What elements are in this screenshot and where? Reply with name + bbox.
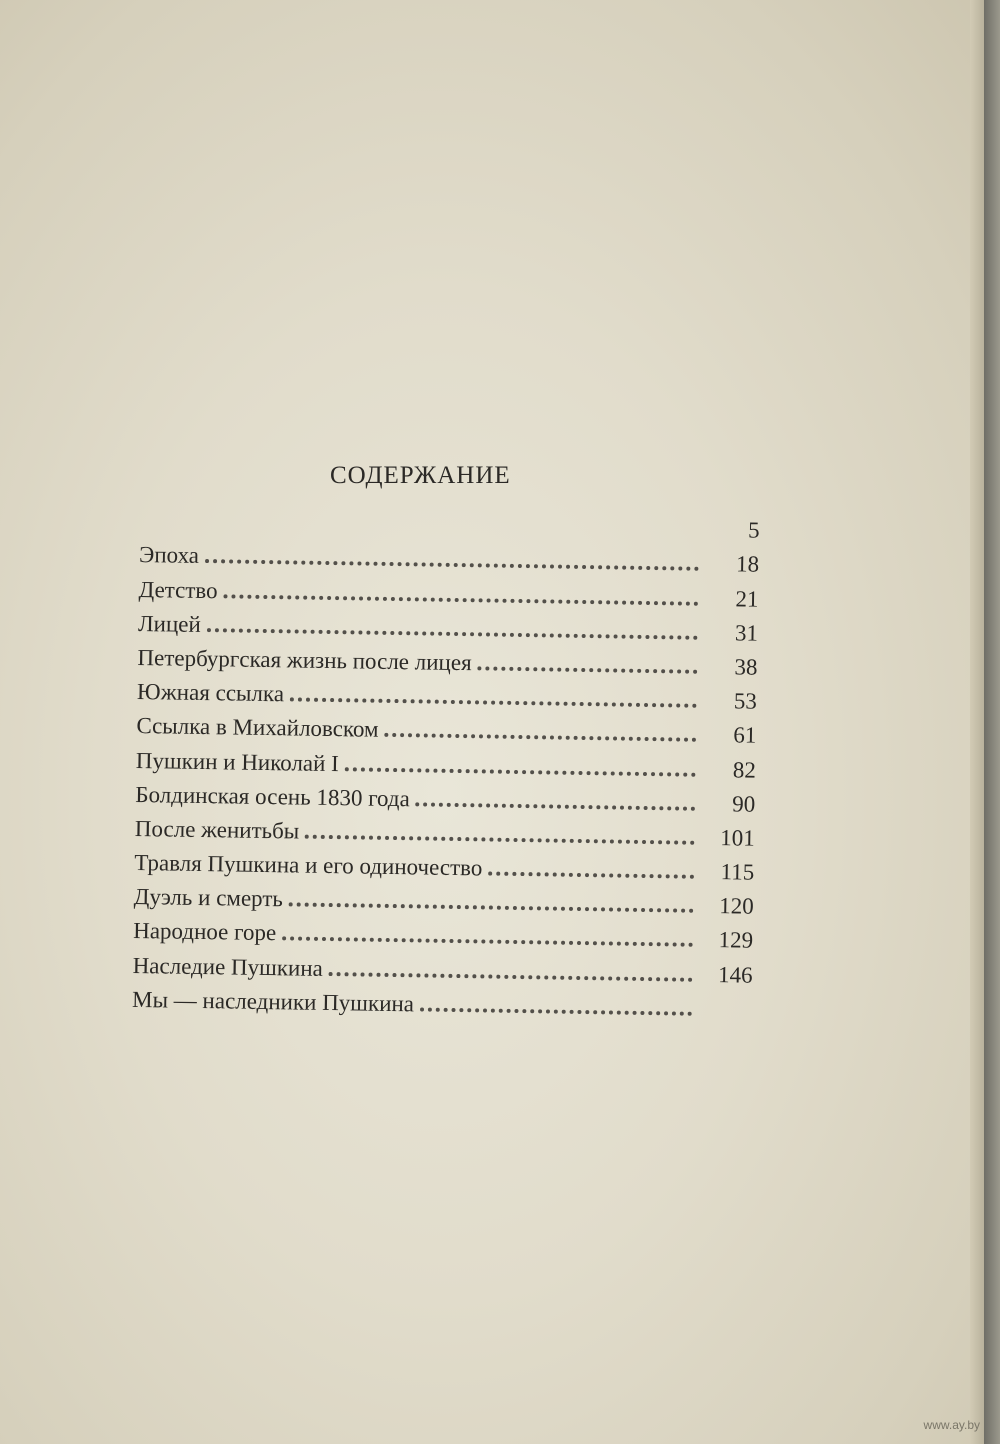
toc-entry-page: 53 <box>733 688 758 714</box>
toc-entry-title: Пушкин и Николай I <box>135 747 340 776</box>
toc-entry-page: 18 <box>735 551 760 578</box>
toc-dot-leader <box>207 627 698 640</box>
background-surface <box>984 0 1000 1444</box>
toc-dot-leader <box>282 936 693 947</box>
toc-dot-leader <box>345 766 696 777</box>
toc-entry-title: Эпоха <box>138 542 200 569</box>
toc-entry-page: 146 <box>717 961 753 988</box>
toc-dot-leader <box>478 665 698 673</box>
toc-entry-title: Травля Пушкина и его одиночество <box>134 850 483 881</box>
toc-entry-page <box>692 1022 752 1023</box>
toc-entry-page: 101 <box>720 825 755 851</box>
toc-entry-page: 31 <box>734 620 759 646</box>
toc-entry-page: 38 <box>734 654 758 680</box>
toc-dot-leader <box>488 871 694 879</box>
toc-dot-leader <box>416 801 696 810</box>
toc-dot-leader <box>305 834 695 845</box>
toc-entry-title: После женитьбы <box>134 815 300 844</box>
toc-entry-page: 82 <box>732 756 757 783</box>
toc-dot-leader <box>290 697 697 708</box>
toc-entry-title: Мы — наследники Пушкина <box>131 986 415 1017</box>
toc-entry-title: Ссылка в Михайловском <box>136 713 379 743</box>
page-edge <box>970 0 984 1444</box>
toc-dot-leader <box>420 1006 692 1015</box>
toc-dot-leader <box>205 558 699 571</box>
toc-entry-title: Петербургская жизнь после лицея <box>137 644 472 676</box>
table-of-contents <box>132 500 760 1022</box>
toc-entry-page: 90 <box>732 791 756 817</box>
toc-entry-title: Детство <box>138 576 218 603</box>
toc-entry-page: 129 <box>718 927 754 954</box>
toc-entry-title: Южная ссылка <box>136 679 285 707</box>
toc-dot-leader <box>289 902 694 913</box>
toc-entry-title: Лицей <box>137 610 201 637</box>
toc-entry-page: 120 <box>718 893 754 919</box>
watermark: www.ay.by <box>923 1418 980 1432</box>
toc-entry-page: 5 <box>747 517 760 543</box>
toc-entry-page: 115 <box>720 859 755 885</box>
toc-entry-page: 61 <box>733 722 757 749</box>
toc-dot-leader <box>384 732 696 742</box>
toc-dot-leader <box>329 971 693 982</box>
toc-entry-title: Дуэль и смерть <box>133 884 284 912</box>
toc-entry-title: Наследие Пушкина <box>132 952 324 981</box>
toc-entry-title: Болдинская осень 1830 года <box>135 781 410 811</box>
toc-heading: СОДЕРЖАНИЕ <box>330 462 511 489</box>
toc-entry-page: 21 <box>735 585 759 612</box>
toc-dot-leader <box>223 593 698 605</box>
toc-entry-title: Народное горе <box>133 918 277 946</box>
